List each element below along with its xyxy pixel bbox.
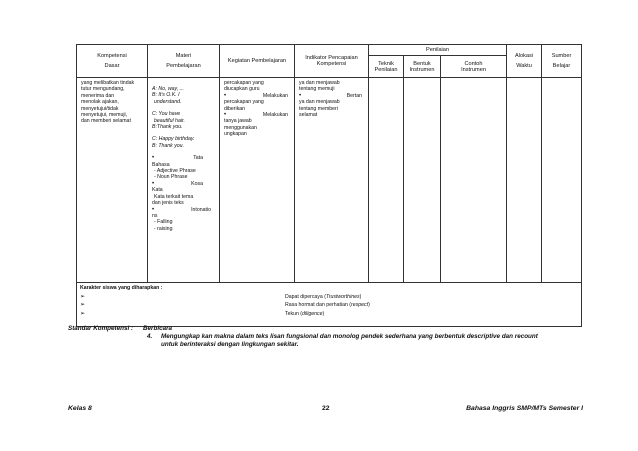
header-penilaian: Penilaian	[369, 45, 507, 56]
header-alokasi: Alokasi Waktu	[507, 45, 542, 78]
bullet-icon: •	[152, 155, 155, 162]
header-kegiatan: Kegiatan Pembelajaran	[220, 45, 295, 78]
arrow-bullet-icon: ➢	[80, 302, 86, 308]
arrow-bullet-icon: ➢	[80, 293, 86, 300]
cell-alokasi	[507, 78, 542, 283]
header-kompetensi-dasar: Kompetensi Dasar	[77, 45, 148, 78]
materi-bullet-kosa-kata: • Kosa	[152, 180, 203, 187]
cell-kegiatan: percakapan yang diucapkan guru • Melakukan percakapan yang diberikan • Melakukan tanya jawab menggunakan ungkapan	[220, 78, 295, 283]
header-contoh: Contoh Instrumen	[441, 56, 507, 78]
cell-kompetensi-dasar: yang melibatkan tindak tutur mengundang, menerima dan menolak ajakan, menyetujui/tidak menyetujui, memuji, dan memberi selamat	[77, 78, 148, 283]
bullet-icon: •	[152, 206, 155, 213]
kompetensi-dasar-statement: 4. Mengungkap kan makna dalam teks lisan fungsional dan monolog pendek sederhana yang berbentuk descriptive dan recount untuk berinteraksi dengan lingkungan sekitar.	[147, 333, 538, 348]
bullet-icon: •	[152, 180, 155, 187]
header-sumber: Sumber Belajar	[542, 45, 582, 78]
syllabus-table	[76, 44, 582, 327]
materi-bullet-tata-bahasa: • Tata	[152, 155, 203, 162]
cell-materi: A: No, way, ... B: It's O.K. I understand. C: You have beautiful hair. B:Thank you. C: Happy birthday. B: Thank you. • Tata Bahasa - Adjective Phrase - Noun Phrase • Kosa Kata Kata terkait tema dan jenis teks • Intonatio ns - Falling - raising	[148, 78, 220, 283]
cell-bentuk	[404, 78, 441, 283]
bullet-icon: •	[224, 92, 227, 99]
materi-bullet-intonation: • Intonatio	[152, 206, 211, 213]
header-materi: Materi Pembelajaran	[148, 45, 220, 78]
karakter-section	[77, 283, 582, 327]
bullet-icon: •	[224, 112, 227, 119]
header-teknik: Teknik Penilaian	[369, 56, 404, 78]
karakter-title: Karakter siswa yang diharapkan :	[80, 285, 163, 291]
page-number: 22	[322, 405, 330, 412]
footer-class: Kelas 8	[68, 405, 92, 412]
standar-label: Standar Kompetensi :	[68, 325, 134, 332]
karakter-item: ➢ Tekun (diligence)	[80, 310, 325, 317]
bullet-icon: •	[299, 92, 302, 99]
karakter-item: ➢ Rasa hormat dan perhatian (respect)	[80, 302, 370, 308]
kegiatan-bullet-1: • Melakukan	[224, 92, 288, 99]
standar-kompetensi	[68, 325, 172, 333]
cell-teknik	[369, 78, 404, 283]
header-indikator: Indikator Pencapaian Kompetensi	[295, 45, 369, 78]
arrow-bullet-icon: ➢	[80, 310, 86, 317]
kegiatan-bullet-2: • Melakukan	[224, 112, 288, 119]
karakter-item: ➢ Dapat dipercaya (Trustworthines)	[80, 293, 362, 300]
cell-sumber	[542, 78, 582, 283]
header-bentuk: Bentuk Instrumen	[404, 56, 441, 78]
cell-contoh	[441, 78, 507, 283]
cell-indikator: ya dan menjawab tentang memuji • Bertan ya dan menjawab tentang memberi selamat	[295, 78, 369, 283]
footer-subject: Bahasa Inggris SMP/MTs Semester I	[466, 405, 583, 412]
indikator-bullet: • Bertan	[299, 92, 362, 99]
standar-value: Berbicara	[143, 325, 173, 332]
